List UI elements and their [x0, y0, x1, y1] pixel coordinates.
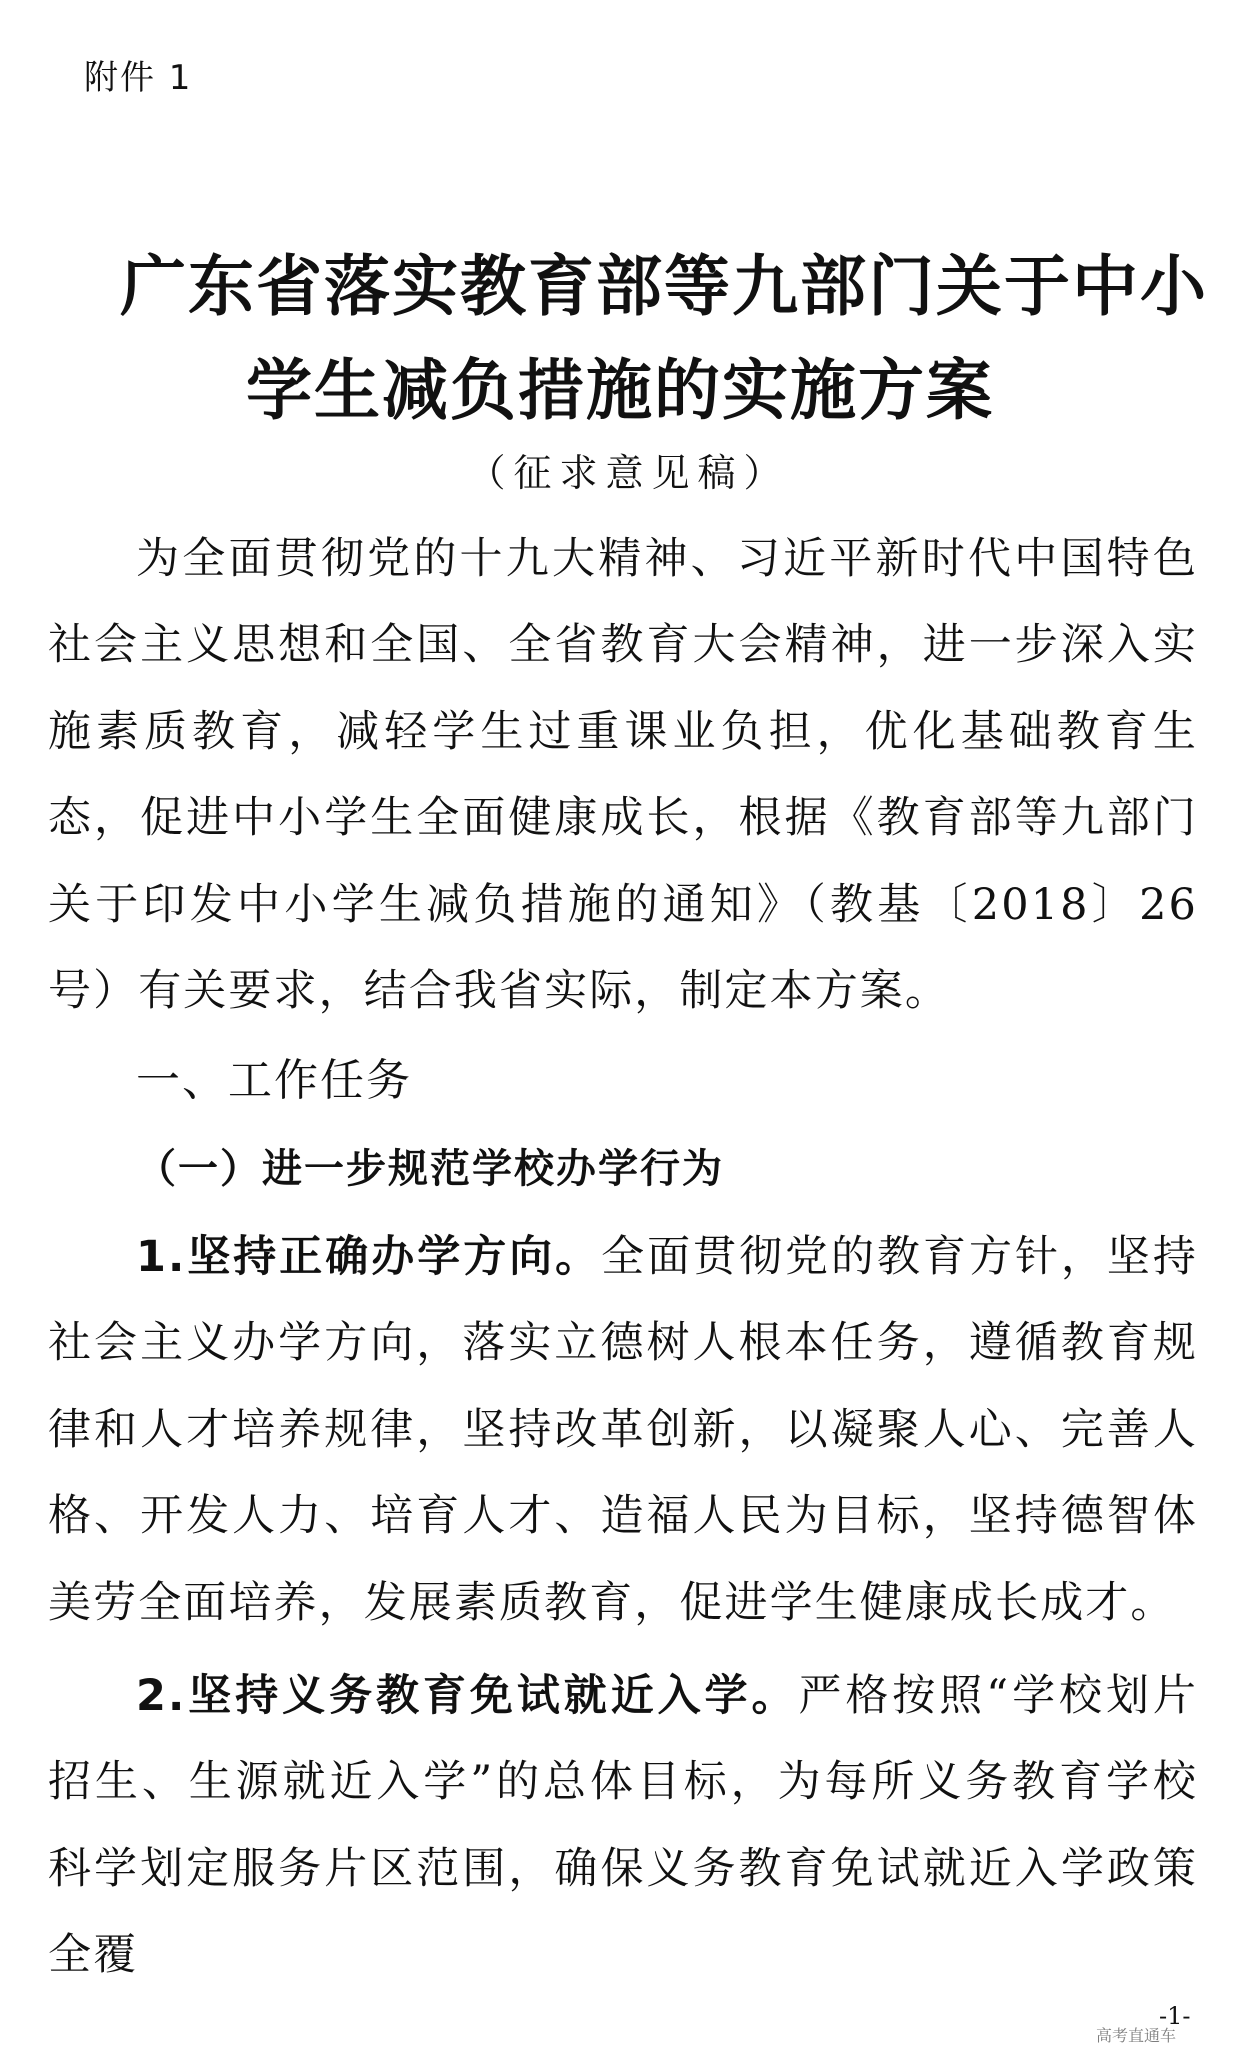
title-line-1: 广东省落实教育部等九部门关于中小 — [120, 248, 1208, 325]
document-title — [120, 235, 1208, 443]
attachment-label: 附件 1 — [84, 58, 193, 98]
item-1-lead: 1.坚持正确办学方向。 — [136, 1232, 602, 1282]
item-2-text: 严格按照“学校划片招生、生源就近入学”的总体目标，为每所义务教育学校科学划定服务片区范围，确保义务教育免试就近入学政策全覆 — [48, 1671, 1198, 1981]
paragraph-item-1 — [48, 1214, 1198, 1646]
page-number: -1- — [1159, 2002, 1191, 2030]
item-2-lead: 2.坚持义务教育免试就近入学。 — [136, 1671, 799, 1721]
draft-subtitle: （征求意见稿） — [467, 451, 790, 495]
watermark-text: 高考直通车 — [1096, 2026, 1177, 2045]
subsection-heading-school-conduct: （一）进一步规范学校办学行为 — [136, 1146, 724, 1192]
intro-paragraph: 为全面贯彻党的十九大精神、习近平新时代中国特色社会主义思想和全国、全省教育大会精神，进一步深入实施素质教育，减轻学生过重课业负担，优化基础教育生态，促进中小学生全面健康成长，根据《教育部等九部门关于印发中小学生减负措施的通知》（教基〔2018〕26 号）有关要求，结合我省实际，制定本方案。 — [48, 534, 1198, 1017]
paragraph-item-2 — [48, 1653, 1198, 1999]
section-heading-work-tasks: 一、工作任务 — [136, 1055, 412, 1106]
item-1-text: 全面贯彻党的教育方针，坚持社会主义办学方向，落实立德树人根本任务，遵循教育规律和人才培养规律，坚持改革创新，以凝聚人心、完善人格、开发人力、培育人才、造福人民为目标，坚持德智体美劳全面培养，发展素质教育，促进学生健康成长成才。 — [48, 1232, 1198, 1628]
title-line-2: 学生减负措施的实施方案 — [246, 352, 994, 429]
